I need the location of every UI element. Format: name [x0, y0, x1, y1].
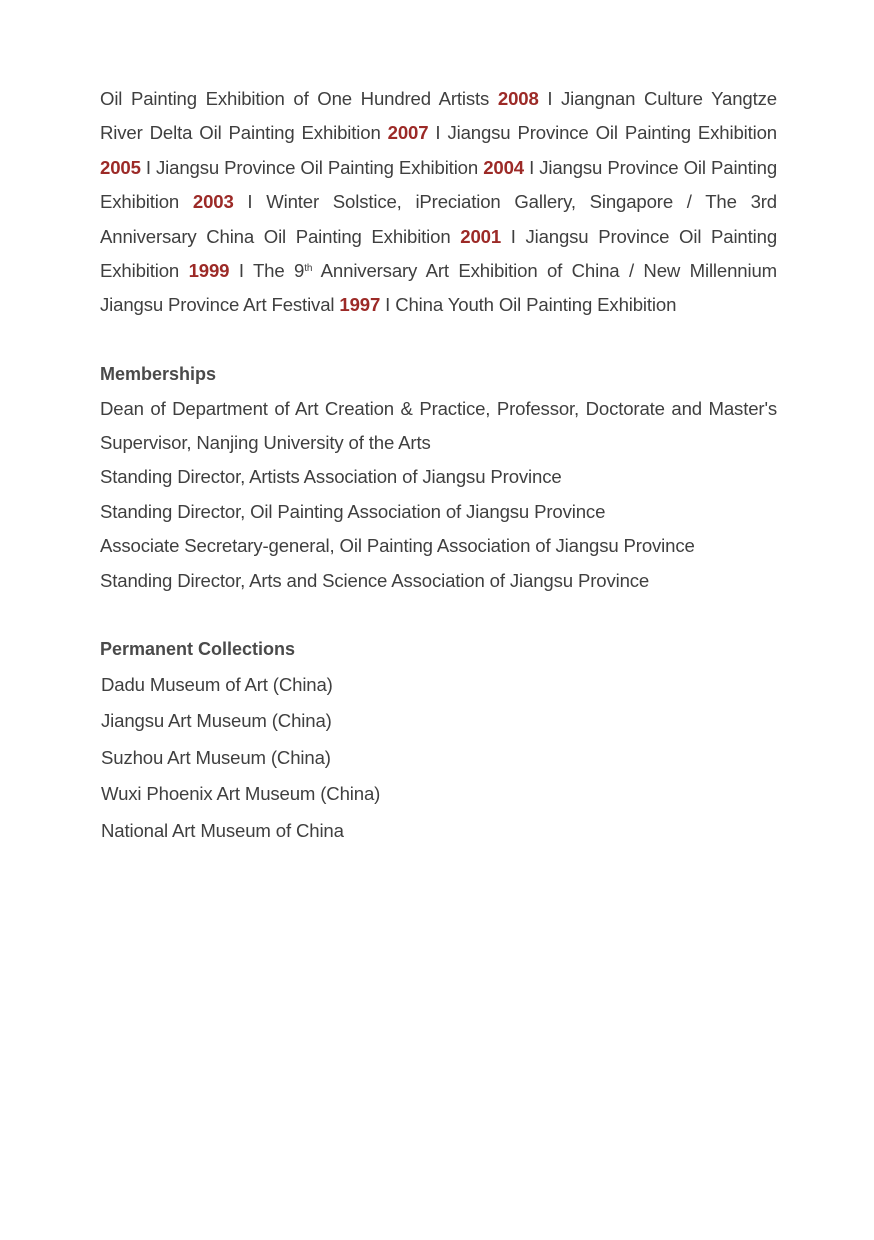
exhibition-text: Oil Painting Exhibition of One Hundred Artists — [100, 88, 498, 109]
exhibition-year: 1999 — [188, 260, 230, 282]
exhibition-text: I Winter Solstice, iPreciation Gallery, Singapore / The 3rd Anniversary China Oil Painting Exhibition — [100, 191, 777, 247]
collection-item: National Art Museum of China — [101, 819, 344, 841]
membership-item: Standing Director, Artists Association of Jiangsu Province — [100, 466, 562, 488]
collection-item: Jiangsu Art Museum (China) — [101, 710, 332, 732]
collection-item: Wuxi Phoenix Art Museum (China) — [101, 783, 381, 805]
collections-list — [100, 667, 777, 849]
membership-item: Standing Director, Arts and Science Association of Jiangsu Province — [100, 569, 650, 591]
exhibition-year: 1997 — [339, 294, 381, 316]
collections-section — [100, 632, 777, 848]
memberships-section — [100, 357, 777, 598]
exhibition-year: 2004 — [483, 156, 524, 178]
membership-item: Standing Director, Oil Painting Association of Jiangsu Province — [100, 500, 606, 522]
exhibitions-paragraph — [100, 82, 777, 323]
memberships-title: Memberships — [100, 364, 217, 385]
exhibition-text: I Jiangsu Province Oil Painting Exhibition — [140, 156, 484, 178]
collection-item: Suzhou Art Museum (China) — [101, 746, 331, 768]
memberships-list — [100, 392, 777, 598]
exhibition-text: Anniversary Art Exhibition of China / New Millennium Jiangsu Province Art Festival — [100, 260, 777, 316]
membership-item: Dean of Department of Art Creation & Practice, Professor, Doctorate and Master's Supervisor, Nanjing University of the Arts — [100, 397, 777, 454]
exhibition-text: I Jiangsu Province Oil Painting Exhibition — [428, 122, 777, 144]
exhibition-year: 2001 — [460, 225, 502, 247]
exhibition-text: I Jiangsu Province Oil Painting Exhibition — [100, 225, 778, 282]
collection-item: Dadu Museum of Art (China) — [101, 673, 333, 695]
exhibition-text: I Jiangnan Culture Yangtze River Delta Oil Painting Exhibition — [100, 88, 777, 144]
exhibition-year: 2003 — [192, 191, 234, 213]
membership-item: Associate Secretary-general, Oil Painting Association of Jiangsu Province — [100, 535, 695, 557]
exhibition-text: I The 9 — [229, 260, 305, 282]
exhibition-text: I Jiangsu Province Oil Painting Exhibition — [100, 156, 778, 213]
ordinal-suffix: th — [304, 263, 313, 275]
document-page — [100, 82, 777, 849]
exhibition-year: 2008 — [497, 88, 539, 109]
exhibition-year: 2005 — [100, 156, 141, 178]
exhibition-text: I China Youth Oil Painting Exhibition — [380, 294, 677, 316]
exhibition-year: 2007 — [387, 122, 429, 144]
collections-title: Permanent Collections — [100, 639, 296, 660]
